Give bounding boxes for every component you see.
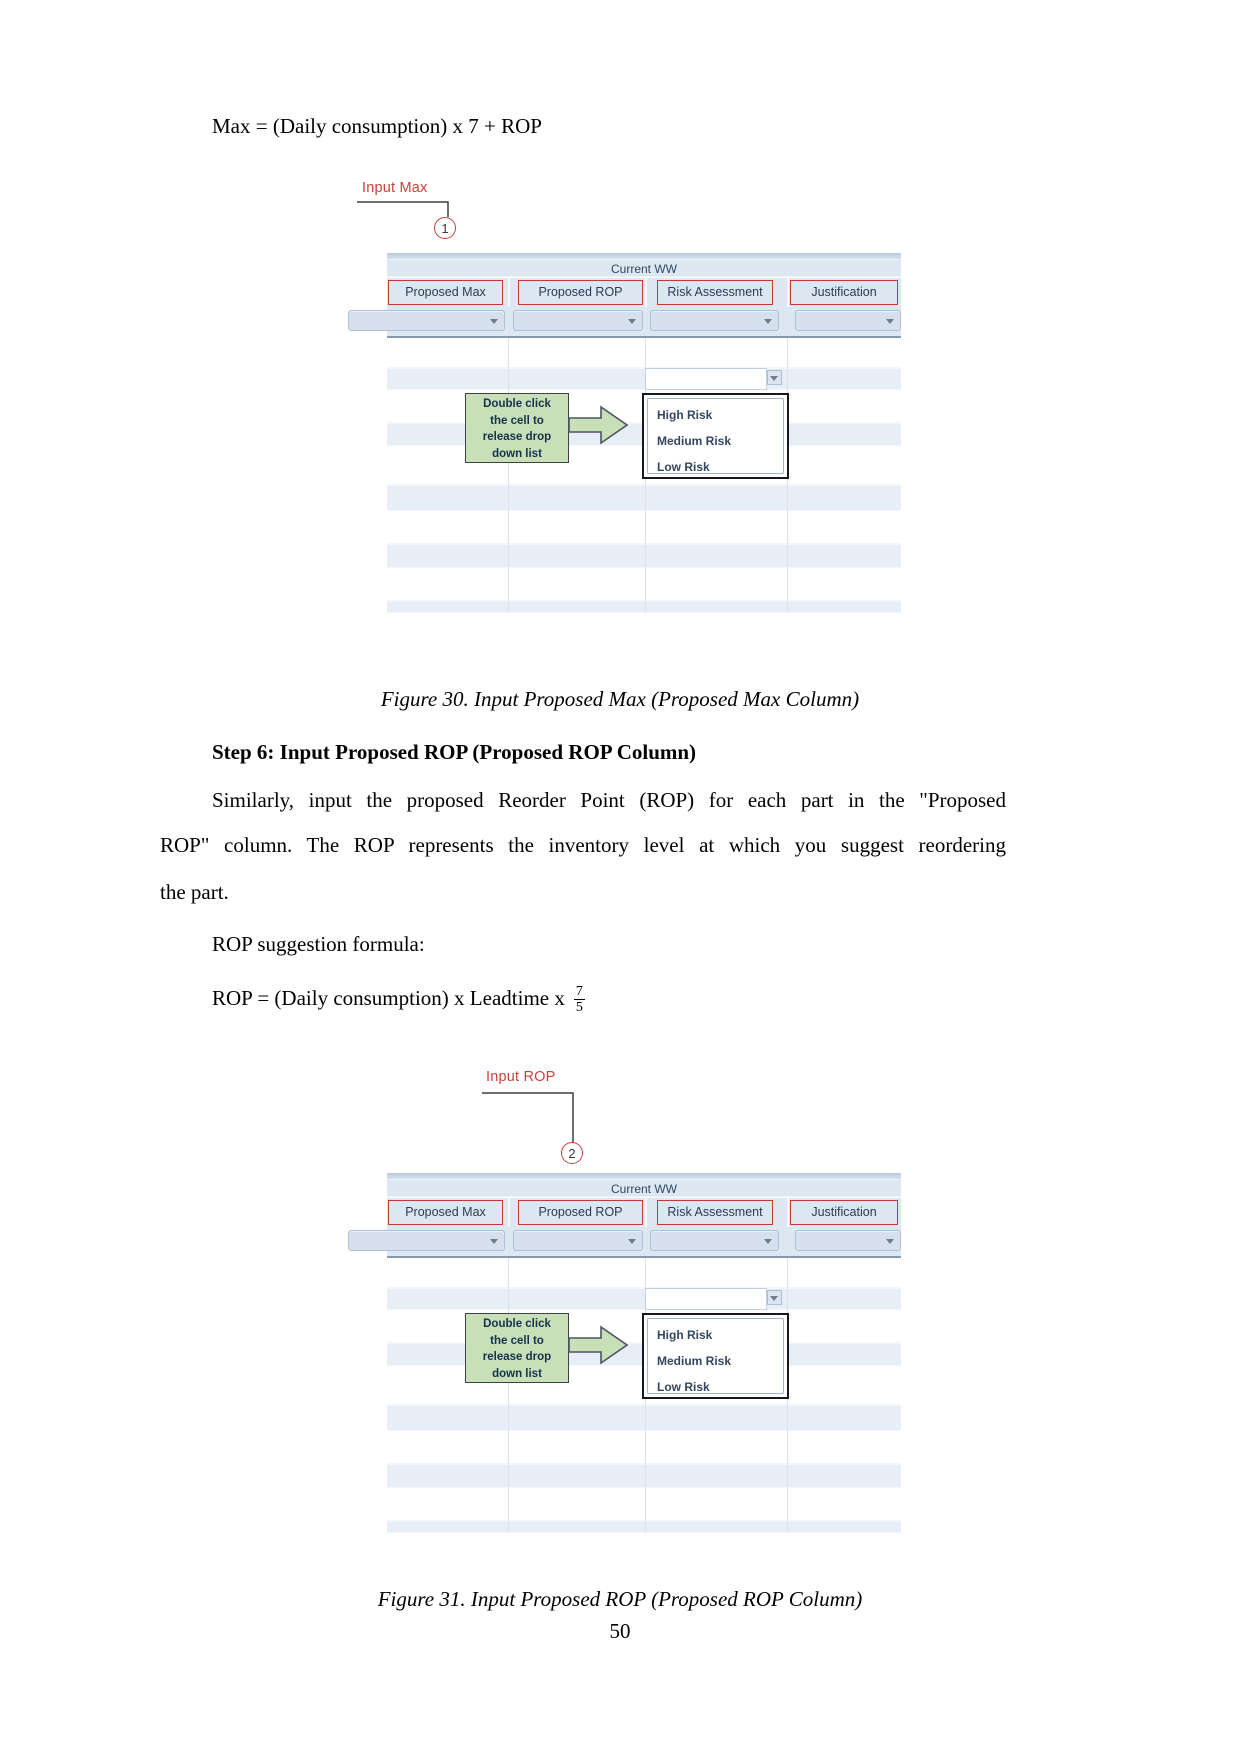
group-header-cell: Current WW <box>387 260 901 277</box>
column-header-justification: Justification <box>790 280 898 305</box>
dropdown-option-high-risk[interactable]: High Risk <box>657 408 713 422</box>
rop-formula <box>212 978 585 1018</box>
paragraph-line: Similarly, input the proposed Reorder Point (ROP) for each part in the "Proposed <box>212 788 1006 812</box>
table-row <box>387 1464 901 1488</box>
column-header-proposed-rop: Proposed ROP <box>518 1200 643 1225</box>
column-header-risk-assessment: Risk Assessment <box>657 280 773 305</box>
callout-line: release drop <box>482 431 552 443</box>
callout-line: Double click <box>483 398 551 410</box>
dropdown-arrow-icon <box>886 319 894 324</box>
risk-dropdown-inner <box>647 398 784 474</box>
spreadsheet-screenshot-figure31 <box>348 1173 901 1533</box>
annotation-connector-line <box>481 1091 575 1144</box>
sheet-top-band <box>387 253 901 260</box>
dropdown-option-low-risk[interactable]: Low Risk <box>657 460 710 474</box>
column-header-proposed-rop: Proposed ROP <box>518 280 643 305</box>
table-row <box>387 368 901 390</box>
rop-formula-text: ROP = (Daily consumption) x Leadtime x <box>212 986 565 1010</box>
dropdown-arrow-icon <box>764 1239 772 1244</box>
page-number: 50 <box>609 1619 631 1643</box>
dropdown-option-medium-risk[interactable]: Medium Risk <box>657 1354 732 1368</box>
dropdown-option-medium-risk[interactable]: Medium Risk <box>657 434 732 448</box>
table-row <box>387 338 901 368</box>
filter-dropdown-proposed-rop[interactable] <box>513 310 643 331</box>
max-formula-text: Max = (Daily consumption) x 7 + ROP <box>212 114 542 138</box>
callout-arrow-icon <box>568 404 630 446</box>
dropdown-arrow-icon <box>886 1239 894 1244</box>
table-row <box>387 1405 901 1431</box>
column-header-proposed-max: Proposed Max <box>388 280 503 305</box>
instruction-callout <box>465 1313 569 1383</box>
dropdown-arrow-icon <box>628 1239 636 1244</box>
paragraph-line: the part. <box>160 880 229 904</box>
table-row <box>387 1431 901 1464</box>
table-row <box>387 1288 901 1310</box>
annotation-number-badge: 1 <box>434 217 456 239</box>
annotation-connector-line <box>356 200 450 218</box>
selected-risk-cell <box>645 368 767 390</box>
table-row <box>387 1258 901 1288</box>
rop-formula-intro: ROP suggestion formula: <box>212 932 425 956</box>
cell-dropdown-button[interactable] <box>767 370 782 385</box>
dropdown-option-low-risk[interactable]: Low Risk <box>657 1380 710 1394</box>
instruction-callout <box>465 393 569 463</box>
callout-line: down list <box>492 1367 542 1380</box>
callout-line: the cell to <box>490 414 544 427</box>
filter-dropdown-risk-assessment[interactable] <box>650 1230 779 1251</box>
table-row <box>387 1521 901 1533</box>
fraction-numerator: 7 <box>575 983 583 999</box>
dropdown-arrow-icon <box>770 376 778 381</box>
annotation-number-badge: 2 <box>561 1142 583 1164</box>
group-header-cell: Current WW <box>387 1180 901 1197</box>
fraction-denominator: 5 <box>575 999 583 1015</box>
table-row <box>387 568 901 601</box>
table-row <box>387 601 901 613</box>
filter-dropdown-justification[interactable] <box>795 310 901 331</box>
dropdown-arrow-icon <box>628 319 636 324</box>
spreadsheet-screenshot-figure30 <box>348 253 901 613</box>
dropdown-arrow-icon <box>490 319 498 324</box>
callout-line: Double click <box>483 1318 551 1330</box>
risk-dropdown-list <box>642 393 789 479</box>
sheet-top-band <box>387 1173 901 1180</box>
dropdown-arrow-icon <box>770 1296 778 1301</box>
annotation-label-input-max: Input Max <box>362 180 428 196</box>
dropdown-option-high-risk[interactable]: High Risk <box>657 1328 713 1342</box>
callout-line: the cell to <box>490 1334 544 1347</box>
filter-dropdown-risk-assessment[interactable] <box>650 310 779 331</box>
step6-heading: Step 6: Input Proposed ROP (Proposed ROP Column) <box>212 740 697 764</box>
figure31-caption: Figure 31. Input Proposed ROP (Proposed ROP Column) <box>377 1587 863 1611</box>
filter-dropdown-proposed-rop[interactable] <box>513 1230 643 1251</box>
dropdown-arrow-icon <box>490 1239 498 1244</box>
selected-risk-cell <box>645 1288 767 1310</box>
column-header-risk-assessment: Risk Assessment <box>657 1200 773 1225</box>
filter-dropdown-proposed-max[interactable] <box>348 1230 505 1251</box>
annotation-label-input-rop: Input ROP <box>486 1069 556 1085</box>
filter-dropdown-proposed-max[interactable] <box>348 310 505 331</box>
cell-dropdown-button[interactable] <box>767 1290 782 1305</box>
figure30-caption: Figure 30. Input Proposed Max (Proposed Max Column) <box>380 687 860 711</box>
dropdown-arrow-icon <box>764 319 772 324</box>
table-row <box>387 1488 901 1521</box>
column-header-justification: Justification <box>790 1200 898 1225</box>
table-row <box>387 544 901 568</box>
risk-dropdown-list <box>642 1313 789 1399</box>
column-header-proposed-max: Proposed Max <box>388 1200 503 1225</box>
risk-dropdown-inner <box>647 1318 784 1394</box>
rop-formula-fraction <box>574 984 585 1015</box>
filter-dropdown-justification[interactable] <box>795 1230 901 1251</box>
callout-line: release drop <box>482 1351 552 1363</box>
table-row <box>387 511 901 544</box>
callout-arrow-icon <box>568 1324 630 1366</box>
table-row <box>387 485 901 511</box>
paragraph-line: ROP" column. The ROP represents the inventory level at which you suggest reordering <box>160 833 1006 857</box>
callout-line: down list <box>492 447 542 460</box>
